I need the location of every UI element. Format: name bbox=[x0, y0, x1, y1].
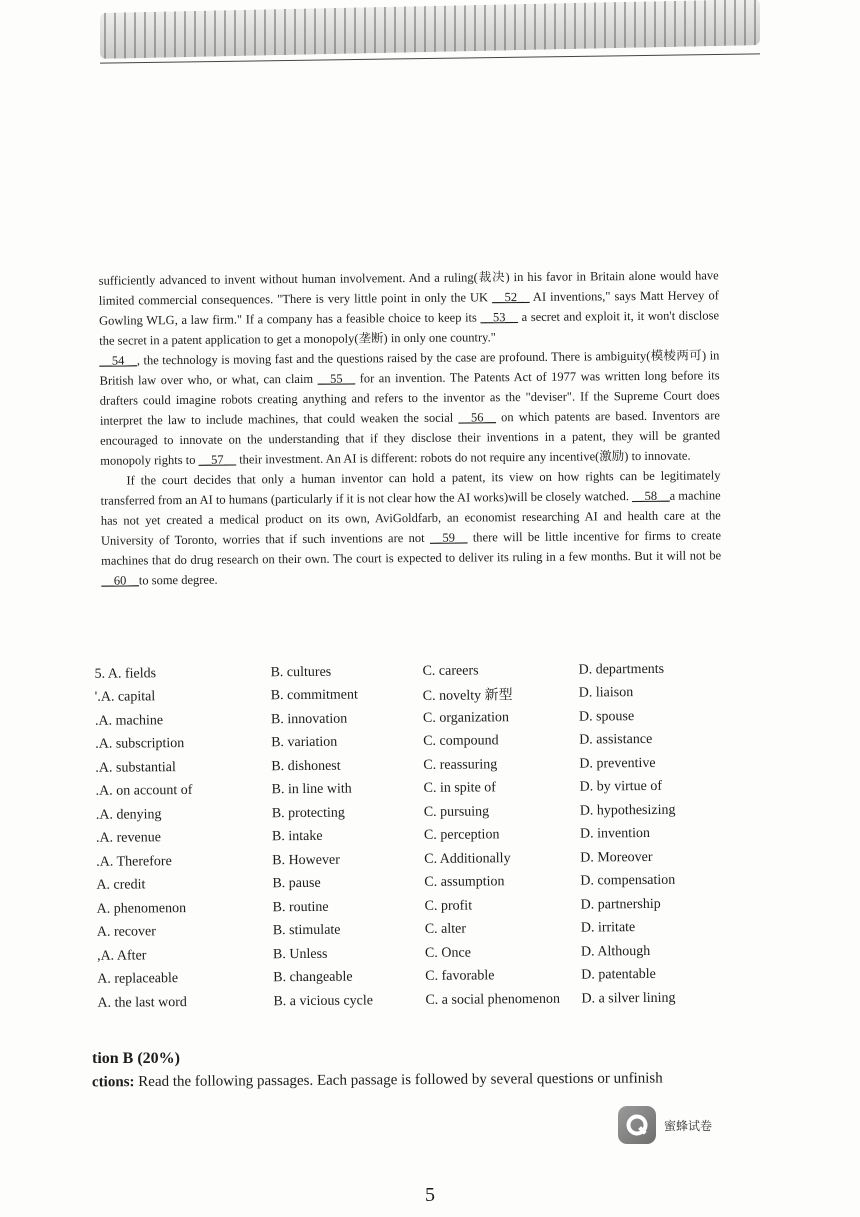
option-b: B. cultures bbox=[270, 664, 332, 681]
option-a: .A. machine bbox=[94, 712, 164, 729]
option-a: A. recover bbox=[96, 924, 156, 941]
passage-text: sufficiently advanced to invent without human involvement. And a ruling(裁决) in his favor in Britain alone would have limited commercial consequences. "There is very little point in only the UK bbox=[98, 268, 719, 308]
option-a: 5. A. fields bbox=[94, 666, 157, 682]
option-b: B. intake bbox=[271, 829, 323, 845]
option-b: B. innovation bbox=[270, 711, 348, 728]
passage-paragraph-3 bbox=[100, 465, 721, 590]
option-c: C. pursuing bbox=[423, 804, 490, 820]
option-c: C. Once bbox=[424, 945, 471, 961]
option-a: .A. Therefore bbox=[96, 853, 172, 870]
option-c: C. in spite of bbox=[423, 780, 496, 797]
passage-paragraph-1 bbox=[99, 265, 720, 350]
option-c: C. a social phenomenon bbox=[425, 991, 561, 1008]
option-c: C. perception bbox=[423, 827, 500, 844]
passage-text: for an invention. The Patents Act of 1977 was written long before its drafters could imagine robots creating anything and refers to the inventor as the "deviser". If the Supreme Court does interpret the law to include machines, that could weaken the social bbox=[99, 368, 720, 428]
passage-text: , the technology is moving fast and the questions raised by the case are profound. There is ambiguity(模棱两可) in British law over who, or what, can claim bbox=[99, 348, 720, 388]
option-a: .A. on account of bbox=[95, 783, 193, 800]
option-a: A. phenomenon bbox=[96, 900, 187, 917]
option-c: C. alter bbox=[424, 921, 467, 938]
passage-text: a secret and exploit it, it won't disclose the secret in a patent application to get a monopoly(垄断) in only one country." bbox=[99, 308, 720, 348]
option-c: C. profit bbox=[424, 898, 473, 914]
option-a: A. replaceable bbox=[97, 971, 179, 988]
option-d: D. invention bbox=[579, 826, 651, 842]
answer-blank: __57__ bbox=[198, 452, 237, 467]
section-title: tion B (20%) bbox=[92, 1050, 180, 1067]
option-b: B. However bbox=[272, 852, 340, 869]
option-d: D. partnership bbox=[580, 896, 661, 913]
option-d: D. liaison bbox=[578, 685, 634, 701]
option-c: C. novelty 新型 bbox=[422, 688, 513, 705]
passage-paragraph-2 bbox=[99, 345, 720, 470]
option-d: D. preventive bbox=[579, 755, 656, 772]
option-b: B. variation bbox=[271, 734, 338, 751]
passage-text: on which patents are based. Inventors are encouraged to innovate on the understanding that if they disclose their inventions in a patent, they will be granted monopoly rights to bbox=[100, 408, 721, 468]
option-c: C. favorable bbox=[425, 968, 495, 985]
option-d: D. a silver lining bbox=[581, 990, 676, 1007]
answer-blank: __55__ bbox=[317, 371, 356, 386]
option-d: D. Moreover bbox=[580, 849, 653, 866]
option-d: D. Although bbox=[580, 943, 651, 960]
page-number: 5 bbox=[425, 1184, 435, 1206]
option-c: C. Additionally bbox=[424, 850, 511, 867]
option-b: B. commitment bbox=[270, 687, 358, 704]
option-c: C. reassuring bbox=[423, 757, 498, 773]
option-b: B. protecting bbox=[271, 805, 345, 822]
passage-text: a machine has not yet created a medical product on its own, AviGoldfarb, an economist researching AI and health care at the University of Toronto, worries that if such inventions are not bbox=[100, 488, 721, 548]
answer-blank: __60__ bbox=[101, 573, 139, 588]
answer-blank: __58__ bbox=[632, 488, 670, 504]
option-c: C. assumption bbox=[424, 874, 505, 891]
q-logo-icon bbox=[618, 1106, 656, 1144]
binding-rings-edge bbox=[100, 0, 760, 59]
option-a: ,A. After bbox=[96, 948, 147, 964]
option-a: A. credit bbox=[96, 877, 146, 894]
option-b: B. pause bbox=[272, 876, 321, 892]
option-b: B. stimulate bbox=[272, 922, 341, 939]
option-d: D. departments bbox=[578, 661, 665, 678]
option-a: .A. denying bbox=[95, 806, 162, 823]
option-b: B. changeable bbox=[273, 969, 353, 986]
option-d: D. compensation bbox=[580, 872, 676, 889]
option-d: D. by virtue of bbox=[579, 779, 663, 795]
option-d: D. irritate bbox=[580, 920, 636, 936]
directions-text: Read the following passages. Each passage is followed by several questions or unfinish bbox=[134, 1070, 663, 1091]
option-b: B. routine bbox=[272, 899, 329, 916]
answer-blank: __53__ bbox=[480, 310, 519, 325]
option-d: D. spouse bbox=[578, 708, 635, 725]
option-d: D. hypothesizing bbox=[579, 802, 676, 819]
option-c: C. careers bbox=[422, 663, 479, 679]
option-b: B. in line with bbox=[271, 781, 352, 798]
answer-options-table bbox=[94, 657, 737, 1015]
answer-blank: __59__ bbox=[429, 530, 468, 545]
option-d: D. patentable bbox=[581, 967, 656, 983]
option-c: C. organization bbox=[422, 709, 510, 726]
passage-text: AI inventions," says Matt Hervey of Gowling WLG, a law firm." If a company has a feasible choice to keep its bbox=[98, 288, 719, 328]
answer-blank: __56__ bbox=[458, 410, 496, 425]
option-a: .A. revenue bbox=[95, 830, 161, 847]
option-b: B. a vicious cycle bbox=[273, 993, 374, 1010]
option-b: B. Unless bbox=[272, 946, 328, 963]
passage-text: to some degree. bbox=[138, 572, 218, 588]
answer-blank: __52__ bbox=[492, 289, 530, 305]
option-a: A. the last word bbox=[97, 994, 187, 1011]
watermark bbox=[618, 1106, 712, 1144]
option-d: D. assistance bbox=[579, 732, 653, 748]
passage-text: If the court decides that only a human inventor can hold a patent, its view on how rights can be legitimately transferred from an AI to humans (particularly if it is not clear how the AI works)will be closely watched. bbox=[100, 468, 721, 508]
directions-label: ctions: bbox=[91, 1074, 135, 1091]
cloze-passage bbox=[99, 265, 722, 590]
option-a: .A. subscription bbox=[95, 736, 185, 753]
watermark-text: 蜜蜂试卷 bbox=[664, 1118, 713, 1133]
option-a: '.A. capital bbox=[94, 689, 156, 706]
option-a: .A. substantial bbox=[95, 759, 176, 776]
option-c: C. compound bbox=[423, 733, 499, 750]
section-directions bbox=[92, 1070, 772, 1092]
passage-text: their investment. An AI is different: robots do not require any incentive(激励) to innovate. bbox=[235, 448, 691, 467]
answer-blank: __54__ bbox=[99, 353, 137, 368]
option-row bbox=[97, 986, 737, 1015]
option-b: B. dishonest bbox=[271, 758, 341, 775]
passage-text: there will be little incentive for firms to create machines that do drug research on their own. The court is expected to deliver its ruling in a few months. But it will not be bbox=[101, 528, 722, 568]
